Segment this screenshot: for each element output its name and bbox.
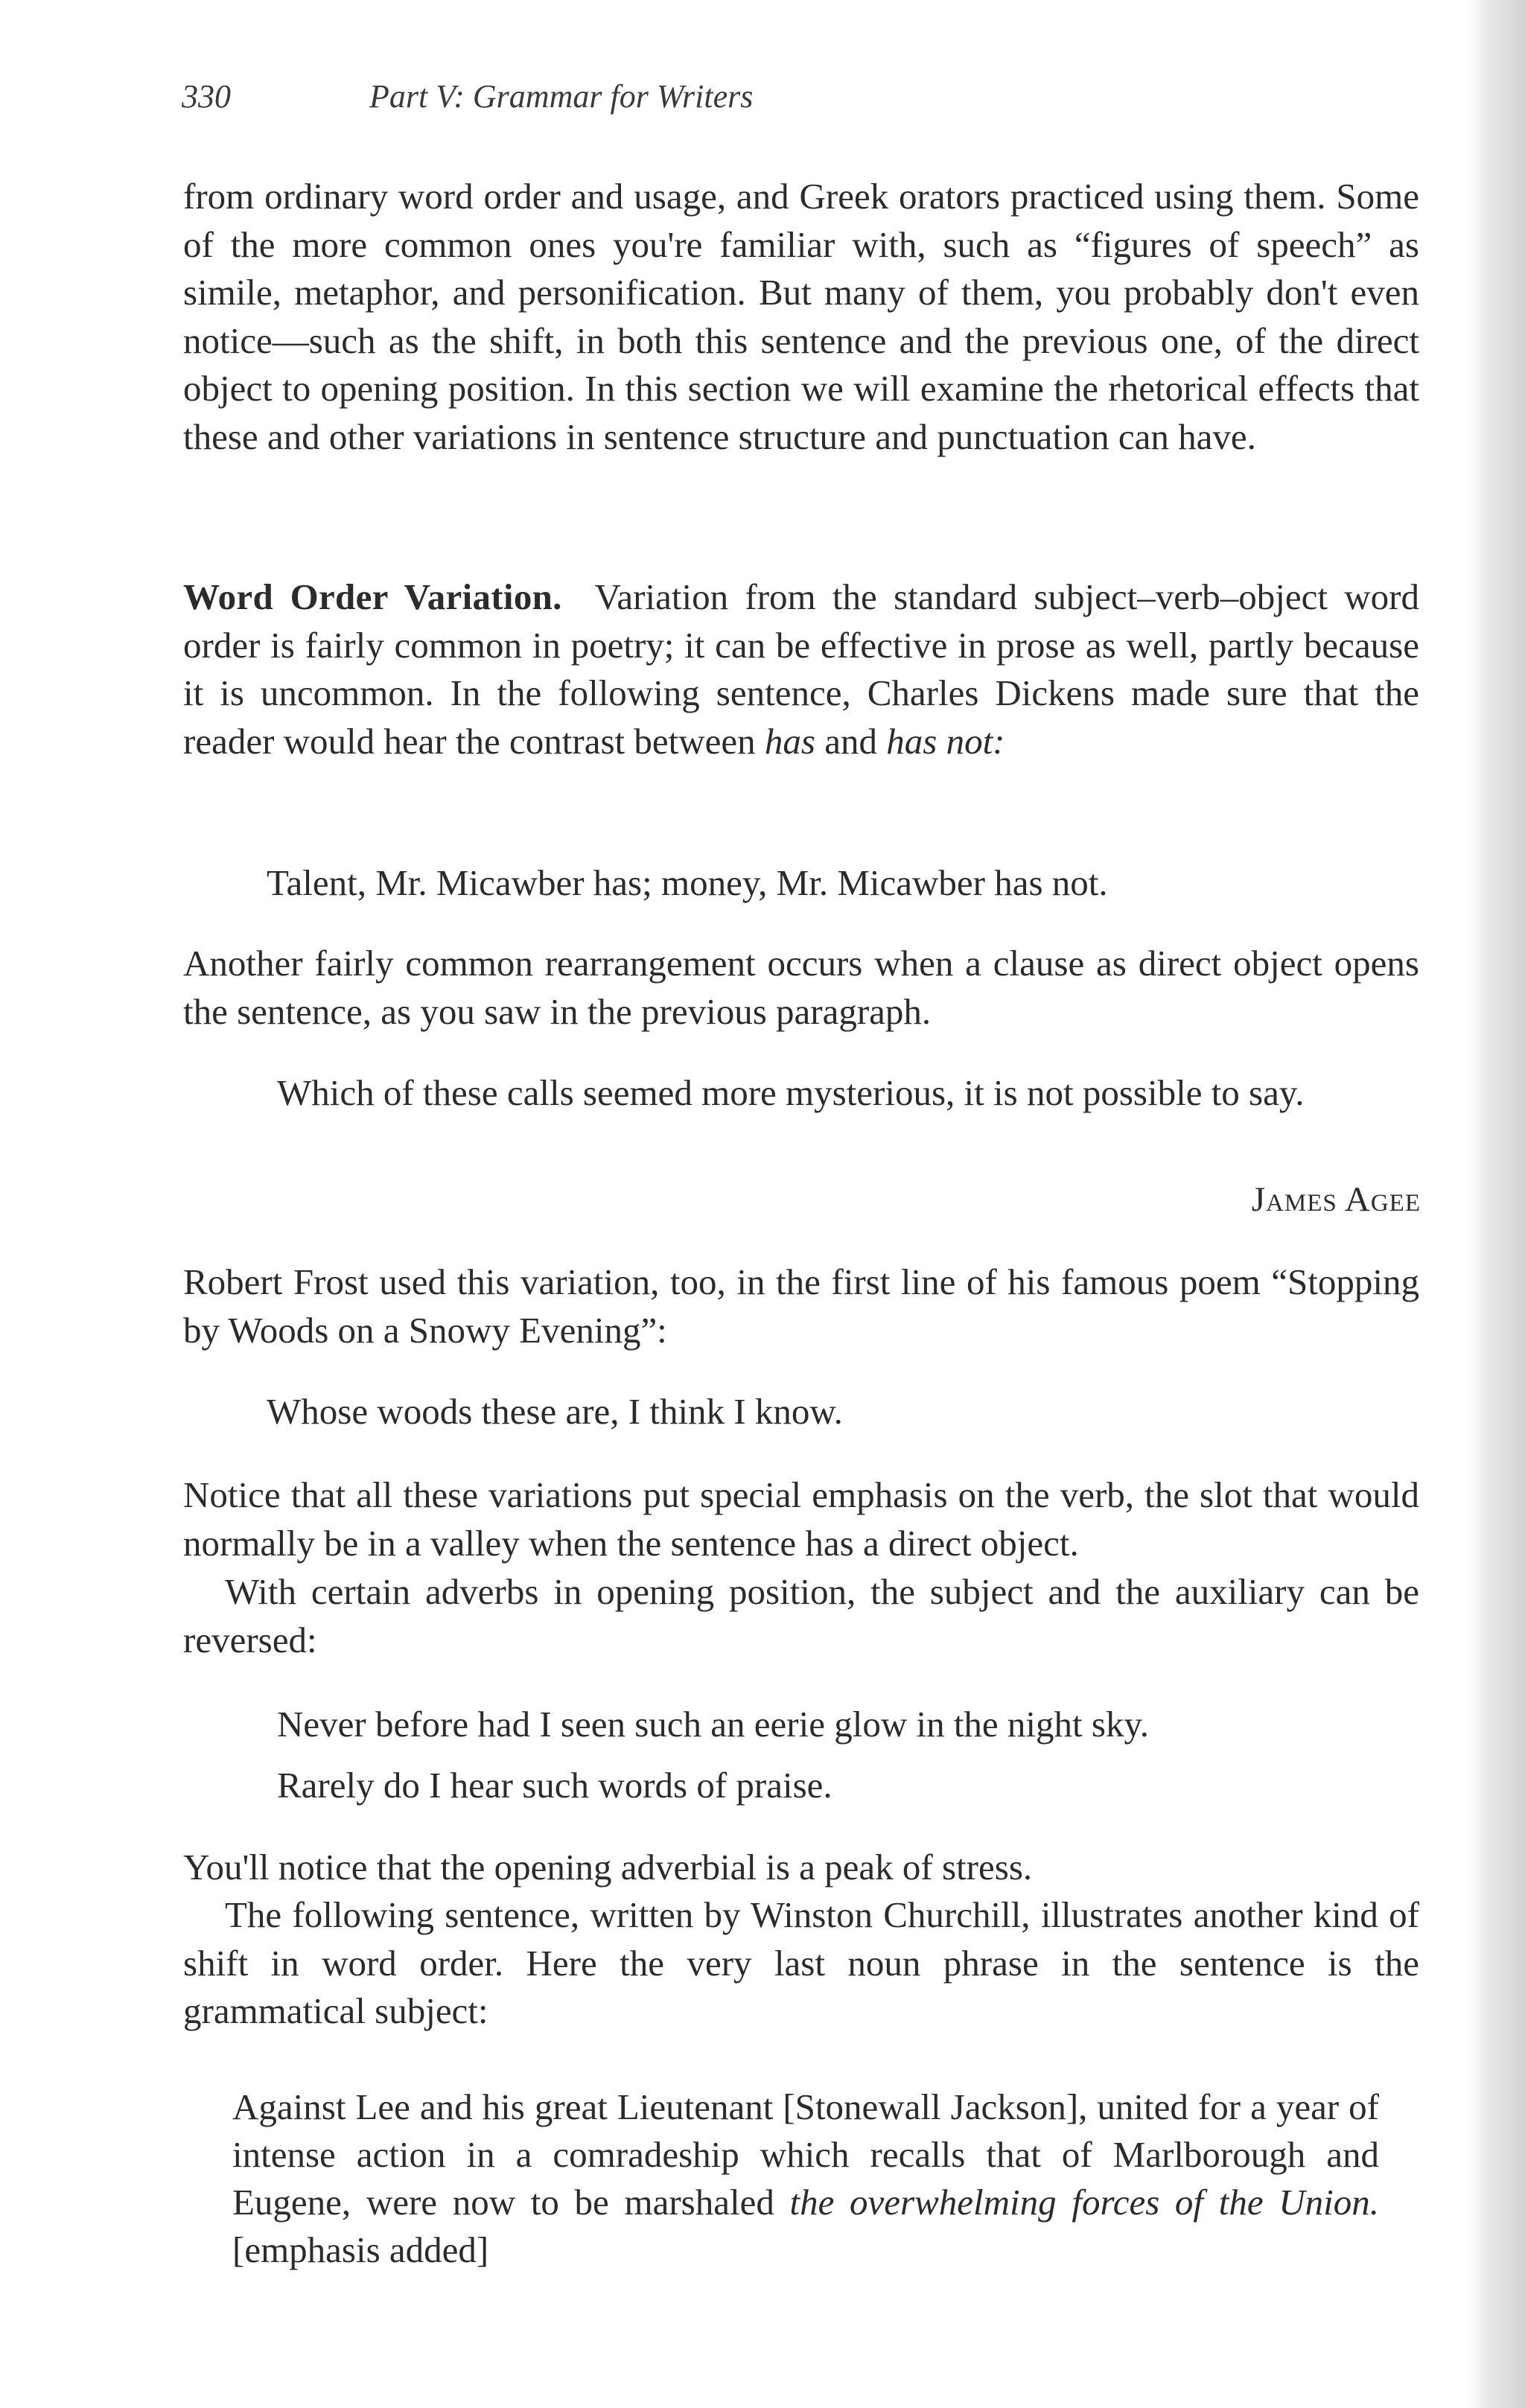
emphasis-note: [emphasis added]: [232, 2229, 489, 2270]
page-number: 330: [182, 78, 231, 115]
emphasis-has-not: has not:: [886, 720, 1005, 762]
paragraph-rearrangement: Another fairly common rearrangement occurs when a clause as direct object opens the sentence, as you saw in the previous paragraph.: [183, 943, 1419, 1032]
example-churchill: [232, 2083, 1379, 2274]
example-dickens: Talent, Mr. Micawber has; money, Mr. Micawber has not.: [267, 862, 1108, 903]
section-heading: Word Order Variation.: [183, 576, 562, 617]
attribution-agee: James Agee: [1251, 1180, 1421, 1219]
paragraph-churchill: The following sentence, written by Winston Churchill, illustrates another kind of shift in word order. Here the very last noun phrase in the sentence is the grammatical subject:: [183, 1894, 1419, 2031]
paragraph-word-order-text: Variation from the standard subject–verb–object word order is fairly common in poetry; it can be effective in prose as well, partly because it is uncommon. In the following sentence, Charles Dickens made sure that the reader would hear the contrast between: [183, 576, 1419, 762]
paragraph-word-order: [183, 573, 1419, 765]
running-title: Part V: Grammar for Writers: [369, 78, 754, 115]
example-frost: Whose woods these are, I think I know.: [267, 1391, 843, 1432]
example-churchill-text: Against Lee and his great Lieutenant [Stonewall Jackson], united for a year of intense action in a comradeship which recalls that of Marlborough and Eugene, were now to be marshaled: [232, 2086, 1379, 2223]
paragraph-frost: Robert Frost used this variation, too, in the first line of his famous poem “Stopping by Woods on a Snowy Evening”:: [183, 1261, 1419, 1351]
paragraph-intro: from ordinary word order and usage, and Greek orators practiced using them. Some of the more common ones you're familiar with, such as “figures of speech” as simile, metaphor, and personification. But many of them, you probably don't even notice—such as the shift, in both this sentence and the previous one, of the direct object to opening position. In this section we will examine the rhetorical effects that these and other variations in sentence structure and punctuation can have.: [183, 176, 1419, 457]
paragraph-emphasis: Notice that all these variations put special emphasis on the verb, the slot that would normally be in a valley when the sentence has a direct object.: [183, 1474, 1419, 1564]
example-rarely: Rarely do I hear such words of praise.: [277, 1765, 832, 1806]
example-never-before: Never before had I seen such an eerie glow in the night sky.: [277, 1704, 1150, 1745]
running-header: [182, 77, 753, 115]
emphasis-forces-of-union: the overwhelming forces of the Union.: [789, 2182, 1379, 2223]
conjunction-and: and: [824, 720, 877, 762]
paragraph-peak-of-stress: You'll notice that the opening adverbial is a peak of stress.: [183, 1847, 1033, 1888]
example-agee: Which of these calls seemed more mysterious, it is not possible to say.: [277, 1072, 1305, 1113]
paragraph-adverbs: With certain adverbs in opening position, the subject and the auxiliary can be reversed:: [183, 1571, 1419, 1660]
emphasis-has: has: [764, 720, 815, 762]
